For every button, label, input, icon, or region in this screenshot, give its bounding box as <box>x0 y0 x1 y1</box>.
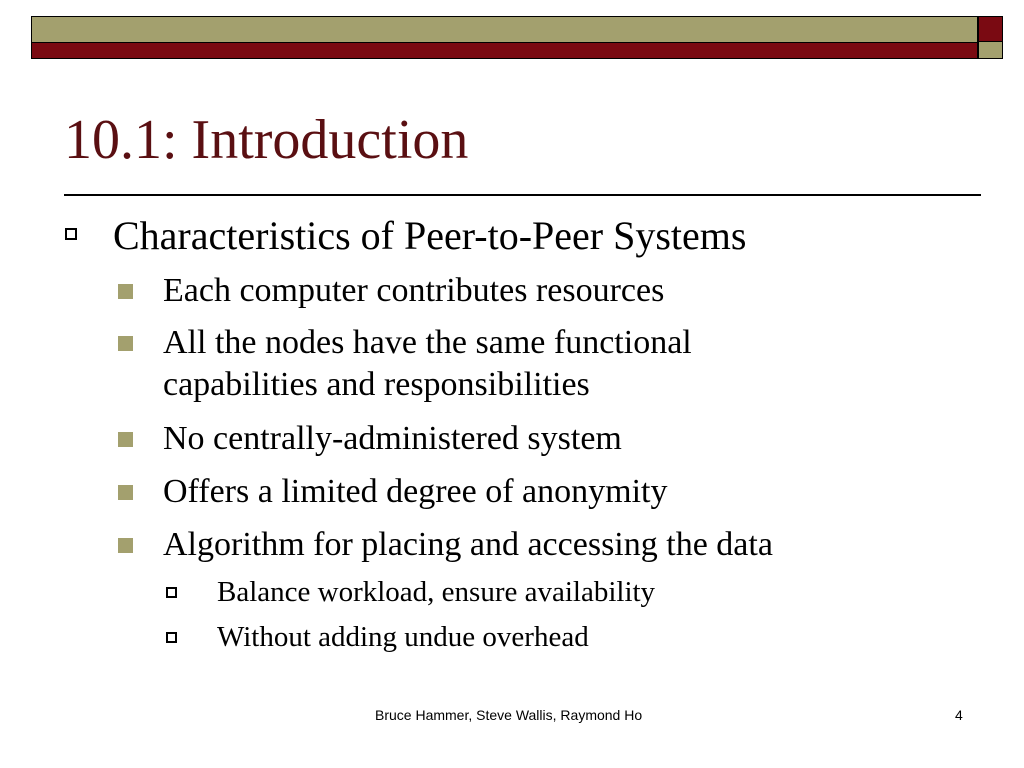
bullet-level2-text: Offers a limited degree of anonymity <box>163 473 668 510</box>
header-band-maroon-stripe <box>32 43 977 58</box>
hollow-square-bullet-icon <box>65 228 77 240</box>
header-band-olive-stripe <box>32 17 977 43</box>
bullet-level2-text: Each computer contributes resources <box>163 272 665 309</box>
bullet-level2-text: No centrally-administered system <box>163 420 622 457</box>
slide-page-number: 4 <box>955 707 963 723</box>
header-corner-maroon-block <box>978 16 1003 42</box>
bullet-level3-text: Balance workload, ensure availability <box>217 576 656 608</box>
hollow-square-bullet-icon <box>166 632 177 643</box>
filled-square-bullet-icon <box>118 485 133 500</box>
slide-footer-authors: Bruce Hammer, Steve Wallis, Raymond Ho <box>375 707 643 723</box>
title-underline <box>64 194 981 196</box>
header-corner-olive-block <box>978 41 1003 59</box>
slide-title: 10.1: Introduction <box>64 109 469 171</box>
bullet-level2-text: All the nodes have the same functional <box>163 324 692 361</box>
filled-square-bullet-icon <box>118 336 133 351</box>
bullet-level3-text: Without adding undue overhead <box>217 621 589 653</box>
header-band <box>31 16 978 59</box>
filled-square-bullet-icon <box>118 432 133 447</box>
filled-square-bullet-icon <box>118 284 133 299</box>
bullet-level2-text: Algorithm for placing and accessing the data <box>163 526 773 563</box>
hollow-square-bullet-icon <box>166 587 177 598</box>
bullet-level2-text-continuation: capabilities and responsibilities <box>163 366 590 403</box>
bullet-level1-text: Characteristics of Peer-to-Peer Systems <box>113 213 747 258</box>
filled-square-bullet-icon <box>118 538 133 553</box>
